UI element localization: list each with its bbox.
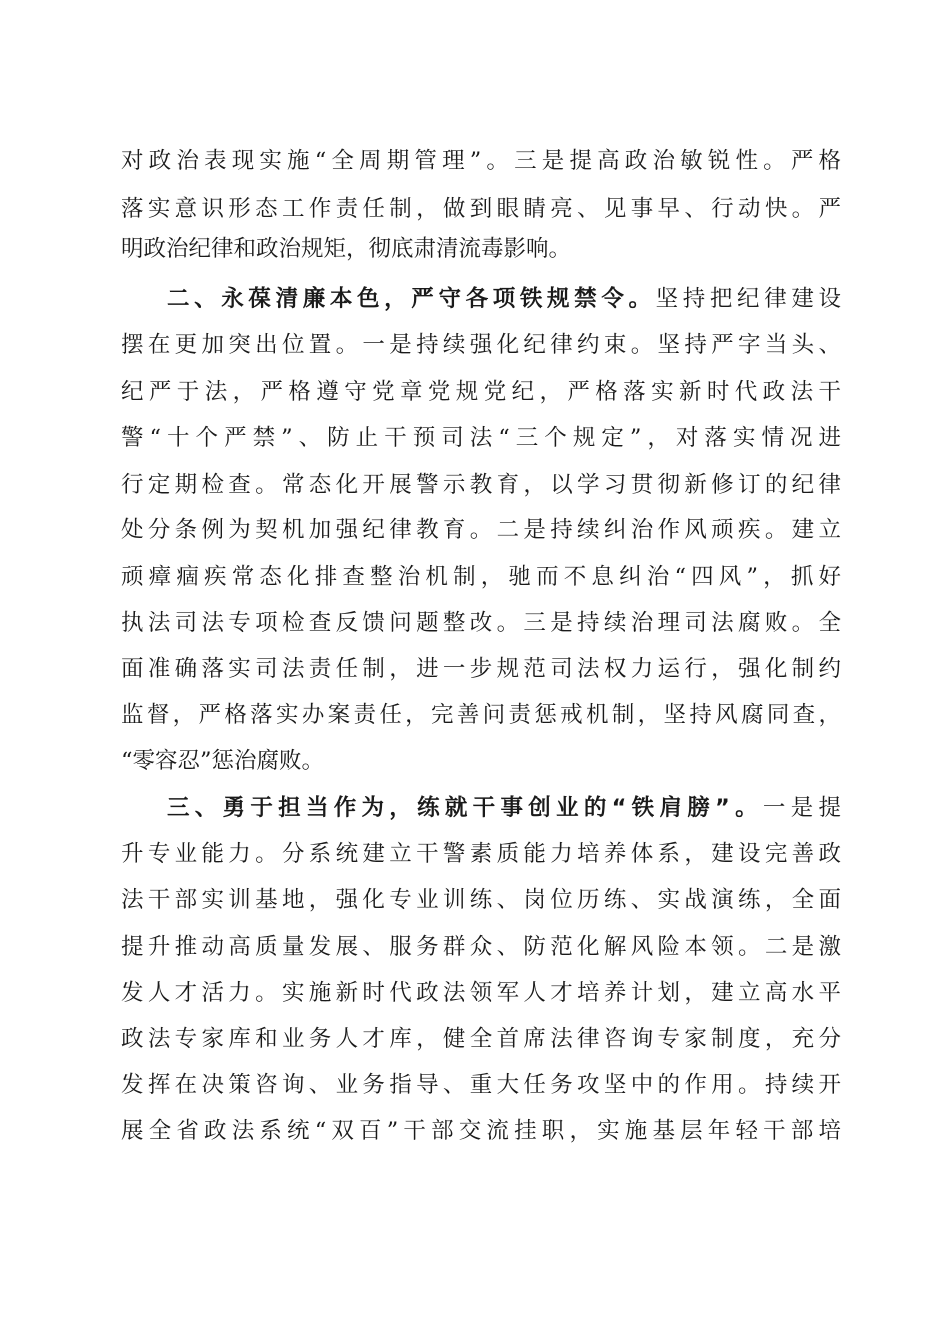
- paragraph-3-line-1: 升专业能力。分系统建立干警素质能力培养体系，建设完善政: [121, 841, 841, 867]
- paragraph-3-line-7: 展全省政法系统“双百”干部交流挂职，实施基层年轻干部培: [121, 1118, 841, 1144]
- paragraph-3-first-line-rest: 一是提: [762, 795, 841, 821]
- paragraph-2-line-10: “零容忍”惩治腐败。: [121, 748, 325, 774]
- paragraph-2-line-6: 顽瘴痼疾常态化排查整治机制，驰而不息纠治“四风”，抓好: [121, 564, 841, 590]
- paragraph-3-line-2: 法干部实训基地，强化专业训练、岗位历练、实战演练，全面: [121, 887, 841, 913]
- paragraph-2-first-line-rest: 坚持把纪律建设: [655, 286, 841, 312]
- section-heading-2: 二、永葆清廉本色，严守各项铁规禁令。: [167, 286, 656, 312]
- paragraph-1-line-2: 落实意识形态工作责任制，做到眼睛亮、见事早、行动快。严: [121, 196, 841, 222]
- paragraph-2-line-1: 摆在更加突出位置。一是持续强化纪律约束。坚持严字当头、: [121, 332, 841, 358]
- paragraph-3-line-4: 发人才活力。实施新时代政法领军人才培养计划，建立高水平: [121, 980, 841, 1006]
- paragraph-3-line-5: 政法专家库和业务人才库，健全首席法律咨询专家制度，充分: [121, 1026, 841, 1052]
- paragraph-2-line-3: 警“十个严禁”、防止干预司法“三个规定”，对落实情况进: [121, 425, 841, 451]
- paragraph-3-first-line: [167, 788, 841, 828]
- paragraph-3-line-3: 提升推动高质量发展、服务群众、防范化解风险本领。二是激: [121, 934, 841, 960]
- paragraph-2-first-line: [167, 279, 841, 319]
- paragraph-3-line-6: 发挥在决策咨询、业务指导、重大任务攻坚中的作用。持续开: [121, 1072, 841, 1098]
- paragraph-2-line-8: 面准确落实司法责任制，进一步规范司法权力运行，强化制约: [121, 656, 841, 682]
- paragraph-1-line-3: 明政治纪律和政治规矩，彻底肃清流毒影响。: [121, 236, 572, 262]
- paragraph-2-line-4: 行定期检查。常态化开展警示教育，以学习贯彻新修订的纪律: [121, 472, 841, 498]
- paragraph-2-line-5: 处分条例为契机加强纪律教育。二是持续纠治作风顽疾。建立: [121, 517, 841, 543]
- section-heading-3: 三、勇于担当作为，练就干事创业的“铁肩膀”。: [167, 795, 763, 821]
- paragraph-2-line-9: 监督，严格落实办案责任，完善问责惩戒机制，坚持风腐同查，: [121, 702, 841, 728]
- paragraph-2-line-7: 执法司法专项检查反馈问题整改。三是持续治理司法腐败。全: [121, 610, 841, 636]
- paragraph-1-line-1: 对政治表现实施“全周期管理”。三是提高政治敏锐性。严格: [121, 148, 841, 174]
- paragraph-2-line-2: 纪严于法，严格遵守党章党规党纪，严格落实新时代政法干: [121, 379, 841, 405]
